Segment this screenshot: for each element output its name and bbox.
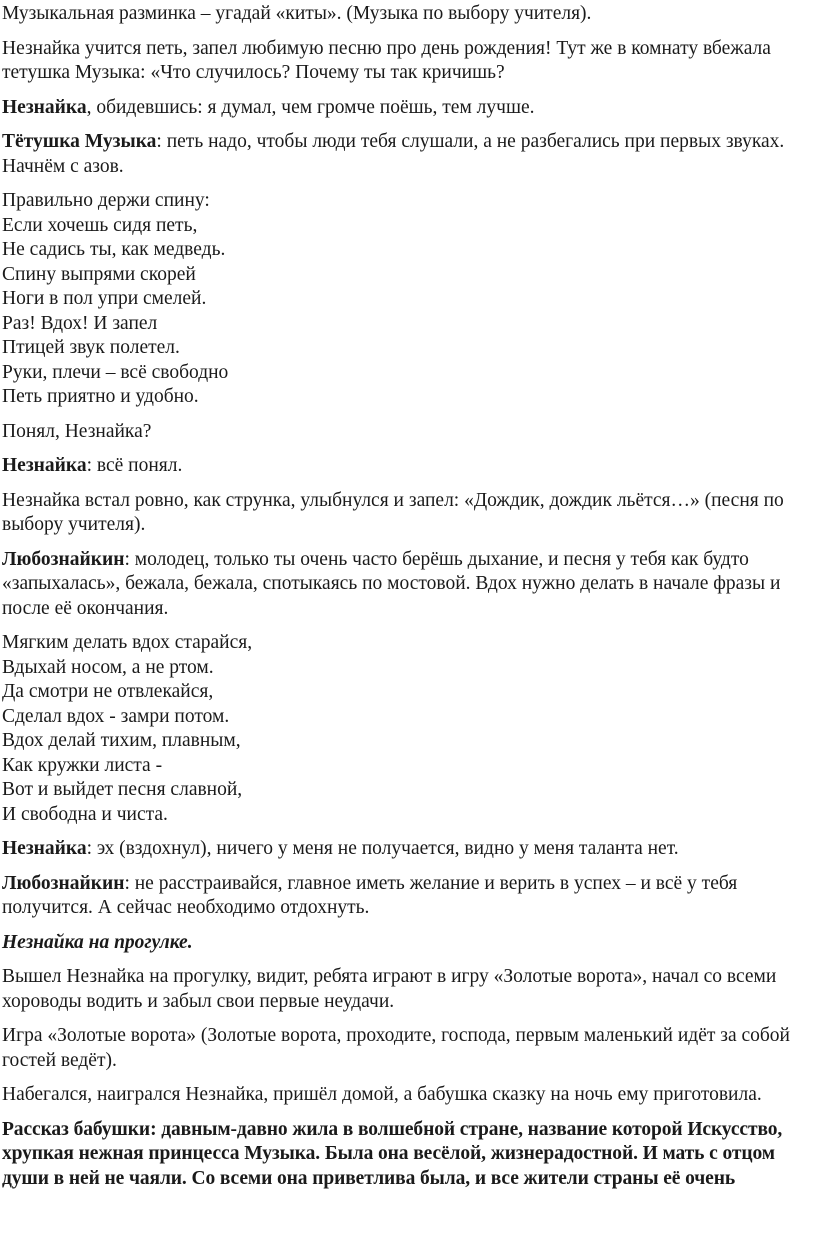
paragraph-narration: Вышел Незнайка на прогулку, видит, ребята играют в игру «Золотые ворота», начал со всеми хороводы водить и забыл свои первые неудачи. (2, 966, 777, 1012)
poem-line: И свободна и чиста. (2, 803, 168, 825)
poem-line: Птицей звук полетел. (2, 337, 180, 358)
dialogue-text: : петь надо, чтобы люди тебя слушали, а не разбегались при первых звуках. Начнём с азов. (2, 131, 785, 177)
poem-line: Спину выпрями скорей (2, 263, 196, 285)
speaker-name: Незнайка (2, 838, 87, 859)
speaker-name: Любознайкин (2, 872, 125, 894)
paragraph-dialogue (2, 872, 812, 921)
paragraph-intro: Незнайка учится петь, запел любимую песню про день рождения! Тут же в комнату вбежала тетушка Музыка: «Что случилось? Почему ты так кричишь? (2, 37, 771, 83)
paragraph-dialogue (2, 837, 812, 862)
poem-posture (2, 189, 812, 410)
paragraph-narration: Незнайка встал ровно, как струнка, улыбнулся и запел: «Дождик, дождик льётся…» (песня по выбору учителя). (2, 489, 784, 535)
poem-line: Не садись ты, как медведь. (2, 239, 226, 260)
poem-line: Сделал вдох - замри потом. (2, 705, 230, 727)
poem-line: Мягким делать вдох старайся, (2, 632, 253, 653)
story-label: Рассказ бабушки: (2, 1118, 157, 1140)
poem-breathing (2, 631, 812, 827)
paragraph-question: Понял, Незнайка? (2, 420, 152, 442)
poem-line: Если хочешь сидя петь, (2, 214, 198, 236)
story-text: давным-давно жила в волшебной стране, название которой Искусство, хрупкая нежная принцесса Музыка. Была она весёлой, жизнерадостной. И мать с отцом души в ней не чаяли. Со всеми она приветлива была, и все жители страны её очень (2, 1118, 783, 1189)
dialogue-text: : не расстраивайся, главное иметь желание и верить в успех – и всё у тебя получится. А сейчас необходимо отдохнуть. (2, 872, 738, 918)
poem-line: Да смотри не отвлекайся, (2, 681, 214, 702)
poem-line: Петь приятно и удобно. (2, 386, 199, 407)
paragraph-grandma-story (2, 1118, 812, 1192)
dialogue-text: : эх (вздохнул), ничего у меня не получается, видно у меня таланта нет. (86, 838, 679, 859)
poem-line: Ноги в пол упри смелей. (2, 288, 207, 309)
poem-line: Вот и выйдет песня славной, (2, 779, 243, 800)
poem-line: Как кружки листа - (2, 754, 163, 776)
dialogue-text: , обидевшись: я думал, чем громче поёшь, тем лучше. (86, 96, 535, 118)
poem-line: Раз! Вдох! И запел (2, 312, 158, 334)
poem-line: Вдох делай тихим, плавным, (2, 730, 241, 751)
paragraph-dialogue (2, 548, 812, 622)
speaker-name: Незнайка (2, 455, 87, 476)
paragraph-dialogue (2, 96, 812, 121)
paragraph-narration: Набегался, наигрался Незнайка, пришёл домой, а бабушка сказку на ночь ему приготовила. (2, 1084, 762, 1105)
section-heading: Незнайка на прогулке. (2, 931, 193, 953)
dialogue-text: : всё понял. (86, 455, 183, 476)
poem-line: Вдыхай носом, а не ртом. (2, 656, 214, 678)
poem-line: Правильно держи спину: (2, 190, 210, 211)
speaker-name: Любознайкин (2, 548, 125, 570)
paragraph-dialogue (2, 130, 812, 179)
paragraph-warmup: Музыкальная разминка – угадай «киты». (Музыка по выбору учителя). (2, 3, 592, 24)
paragraph-dialogue (2, 454, 812, 479)
speaker-name: Тётушка Музыка (2, 131, 157, 152)
poem-line: Руки, плечи – всё свободно (2, 361, 229, 383)
dialogue-text: : молодец, только ты очень часто берёшь дыхание, и песня у тебя как будто «запыхалась», бежала, бежала, спотыкаясь по мостовой. Вдох нужно делать в начале фразы и после её окончания. (2, 548, 781, 619)
speaker-name: Незнайка (2, 96, 87, 118)
paragraph-game: Игра «Золотые ворота» (Золотые ворота, проходите, господа, первым маленький идёт за собой гостей ведёт). (2, 1025, 790, 1071)
